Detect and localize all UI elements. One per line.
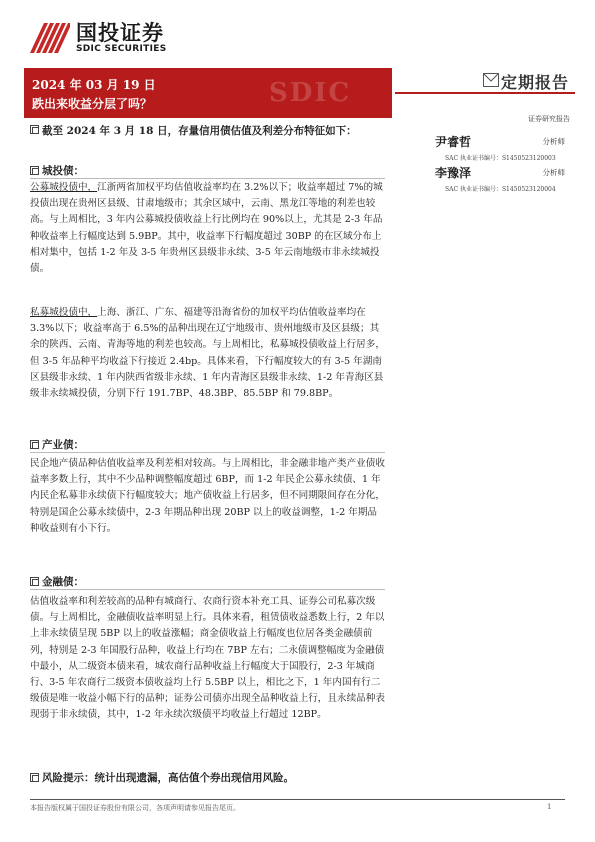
risk-warning: 风险提示：统计出现遗漏，高估值个券出现信用风险。	[30, 770, 294, 785]
paragraph-public-city-investment	[30, 180, 386, 277]
analyst-name: 李豫泽	[435, 166, 472, 180]
paragraph-industry: 民企地产债品种估值收益率及利差相对较高。与上周相比，非金融非地产类产业债收益率多数上行，其中不少品种调整幅度超过 6BP，而 1-2 年民企公募永续债、1 年内民企私募非永续债下行幅度较大；地产债收益上行居多，但不同期限间存在分化，特别是国企公募永续债中，2-3 年期品种出现 20BP 以上的收益调整，1-2 年期品种收益则有小下行。	[30, 458, 385, 534]
company-logo	[30, 22, 166, 54]
bullet-square-icon	[30, 773, 39, 782]
analyst-cert: SAC 执业证书编号：S1450523120003	[445, 155, 556, 162]
report-date: 2024 年 03 月 19 日	[32, 78, 156, 92]
logo-english: SDIC SECURITIES	[76, 44, 167, 54]
banner-watermark: SDIC	[269, 78, 352, 108]
bullet-square-icon	[30, 440, 39, 449]
public-body: 江浙两省加权平均估值收益率均在 3.2%以下；收益率超过 7%的城投债出现在贵州区县级、甘肃地级市；其余区域中，云南、黑龙江等地的利差也较高。与上周相比，3 年内公募城投债收益上行比例均在 90%以上，尤其是 2-3 年品种收益率上行幅度达到 5.9BP。其中，收益率下行幅度超过 30BP 的在区域分布上相对集中，包括 1-2 年及 3-5 年贵州区县级非永续、3-5 年云南地级市非永续城投债。	[30, 182, 383, 275]
envelope-icon	[483, 73, 499, 87]
paragraph-financial: 估值收益率和利差较高的品种有城商行、农商行资本补充工具、证券公司私募次级债。与上周相比，金融债收益率明显上行。具体来看，租赁债收益悉数上行，2 年以上非永续债呈现 5BP 以上的收益涨幅；商金债收益上行幅度也位居各类金融债前列，特别是 2-3 年国股行品种，收益上行均在 7BP 左右；二永债调整幅度为金融债中最小，从二级资本债来看，城农商行品种收益上行幅度大于国股行，2-3 年城商行、3-5 年农商行二级资本债收益均上行 5.5BP 以上，相比之下，1 年内国有行二级债是唯一收益小幅下行的品种；证券公司债亦出现全品种收益上行，且永续品种表现弱于非永续债，其中，1-2 年永续次级债平均收益上行超过 12BP。	[30, 596, 385, 721]
report-type: 定期报告	[501, 73, 570, 92]
bullet-square-icon	[30, 125, 39, 134]
analyst-cert: SAC 执业证书编号：S1450523120004	[445, 186, 556, 193]
analyst-name: 尹睿哲	[435, 135, 472, 149]
section-divider	[30, 452, 385, 453]
page-number: 1	[547, 803, 552, 811]
paragraph-private-city-investment	[30, 305, 386, 402]
report-type-header	[395, 68, 575, 94]
footer-divider	[30, 799, 565, 800]
section-divider	[30, 589, 385, 590]
report-title: 跌出来收益分层了吗？	[32, 97, 153, 111]
summary-text: 截至 2024 年 3 月 18 日，存量信用债估值及利差分布特征如下：	[42, 125, 357, 137]
logo-chinese: 国投证券	[76, 21, 164, 45]
private-lead: 私募城投债中，	[30, 307, 98, 318]
bullet-square-icon	[30, 166, 39, 175]
section-divider	[30, 178, 385, 179]
logo-stripes-icon	[30, 23, 70, 53]
footer-disclaimer: 本报告版权属于国投证券股份有限公司，各项声明请参见报告尾页。	[30, 804, 240, 812]
section-heading-financial: 金融债：	[30, 574, 84, 589]
section-heading-industry: 产业债：	[30, 437, 84, 452]
report-category: 证券研究报告	[528, 115, 570, 123]
analyst-role: 分析师	[542, 168, 565, 177]
private-body: 上海、浙江、广东、福建等沿海省份的加权平均估值收益率均在 3.3%以下；收益率高于 6.5%的品种出现在辽宁地级市、贵州地级市及区县级；其余的陕西、云南、青海等地的利差也较高。与上周相比，私募城投债收益上行居多，但 3-5 年品种平均收益下行接近 2.4bp。具体来看，下行幅度较大的有 3-5 年湖南区县级非永续、1 年内陕西省级非永续、1 年内青海区县级非永续、1-2 年青海区县级非永续城投债，分别下行 191.7BP、48.3BP、85.5BP 和 79.8BP。	[30, 307, 385, 400]
section-heading-city-investment: 城投债：	[30, 163, 84, 178]
bullet-square-icon	[30, 577, 39, 586]
summary-line	[30, 123, 357, 138]
public-lead: 公募城投债中，	[30, 182, 98, 193]
analyst-role: 分析师	[542, 137, 565, 146]
title-banner	[24, 68, 392, 118]
